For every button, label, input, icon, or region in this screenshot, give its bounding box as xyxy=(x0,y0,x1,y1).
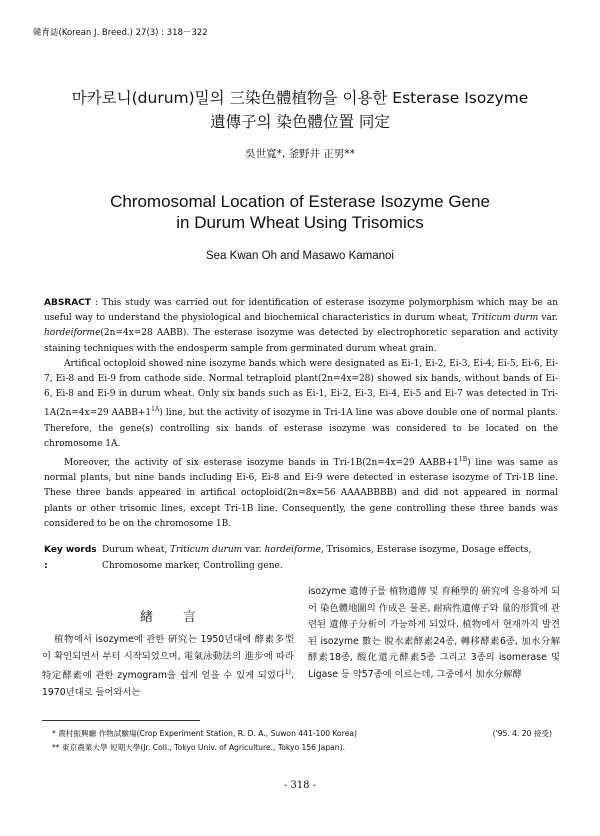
body-text: 植物에서 isozyme에 관한 硏究는 1950년대에 酵素多型이 확인되면서 부터 시작되었으며, 電氣泳動法의 進步에 따라 特定酵素에 관한 zymogram을 쉽게 얻을 수 있게 되었다 xyxy=(42,634,294,682)
abstract-label: ABSRACT xyxy=(44,298,91,308)
english-title-line-2: in Durum Wheat Using Trisomics xyxy=(176,213,424,232)
abstract-text: Artifical octoploid showed nine isozyme bands which were designated as Ei-1, Ei-2, Ei-3, Ei-4, Ei-5, Ei-6, Ei-7, Ei-8 and Ei-9 from cathode side. Normal tetraploid plant(2n=4x=28) showed six bands, without bands of Ei-6, Ei-8 and Ei-9 in durum wheat. Only six bands such as Ei-1, Ei-2, Ei-3, Ei-4, Ei-5 and Ei-7 was detected in Tri-1A(2n=4x=29 AABB+1 xyxy=(44,358,558,419)
superscript: 1A xyxy=(151,406,160,414)
journal-citation: 韓育誌(Korean J. Breed.) 27(3) : 318－322 xyxy=(33,28,208,38)
citation-superscript: 1) xyxy=(284,669,292,676)
abstract-paragraph-2 xyxy=(44,357,558,452)
body-text: . 1970년대로 들어와서는 xyxy=(42,670,294,698)
abstract-paragraph-3 xyxy=(44,452,558,532)
keywords-text xyxy=(102,542,558,574)
body-left-column xyxy=(42,632,294,701)
abstract-text: Moreover, the activity of six esterase isozyme bands in Tri-1B(2n=4x=29 AABB+1 xyxy=(64,458,459,469)
footnote-2: ** 東京農業大學 短期大學(Jr. Coll., Tokyo Univ. of Agriculture., Tokyo 156 Japan). xyxy=(52,743,345,752)
species-name: Triticum durum xyxy=(170,545,243,555)
body-paragraph xyxy=(42,632,294,701)
abstract-text: ) line, but the activity of isozyme in Tri-1A line was above double one of normal plants. Therefore, the gene(s) controlling six bands of esterase isozyme was considered to be located on the chromosome 1A. xyxy=(44,408,558,449)
species-name: Triticum durm xyxy=(471,313,539,324)
keyword-text: Durum wheat, xyxy=(102,545,171,555)
keywords xyxy=(44,542,558,574)
superscript: 1B xyxy=(458,456,468,464)
keywords-label: Key words : xyxy=(44,545,97,571)
variety-name: hordeiforme xyxy=(44,328,101,339)
body-paragraph: isozyme 遺傳子를 植物遺傳 및 育種學的 硏究에 응용하게 되어 染色體地圖의 作成은 물론, 耐病性遺傳子와 量的形質에 관련된 遺傳子分析이 가능하게 되었다. 植物에서 현재까지 발견된 isozyme 數는 脫水素酵素24종, 轉移酵素6종, 加水分解酵素18종, 酸化還元酵素5종 그리고 3종의 isomerase 및 Ligase 등 약57종에 이르는데, 그중에서 加水分解酵 xyxy=(308,586,560,680)
english-authors: Sea Kwan Oh and Masawo Kamanoi xyxy=(206,250,394,262)
footnote-1: * 農村振興廳 作物試驗場(Crop Experiment Station, R. D. A., Suwon 441-100 Korea) xyxy=(52,729,357,738)
variety-name: hordeiforme xyxy=(264,545,321,555)
keyword-text: var. xyxy=(242,545,265,555)
korean-title-line-2: 遺傳子의 染色體位置 同定 xyxy=(210,113,390,131)
korean-title-line-1: 마카로니(durum)밀의 三染色體植物을 이용한 Esterase Isozyme xyxy=(71,89,529,107)
abstract-text: var. xyxy=(538,313,558,324)
korean-authors: 吳世寬*, 釜野井 正男** xyxy=(245,148,355,160)
page-number: - 318 - xyxy=(283,780,317,791)
body-right-column xyxy=(308,584,560,683)
english-title-line-1: Chromosomal Location of Esterase Isozyme Gene xyxy=(110,192,490,211)
abstract-text: ) line was same as normal plants, but nine bands including Ei-6, Ei-8 and Ei-9 were detected in esterase isozyme of Tri-1B line. These three bands appeared in artifical octoploid(2n=8x=56 AAAABBBB) and did not appeared in normal plants or other trisomic lines, except Tri-1B line. Consequently, the gene controlling these three bands was considered to be on the chromosome 1B. xyxy=(44,458,559,529)
footnote-divider xyxy=(42,720,200,721)
received-date: ('95. 4. 20 接受) xyxy=(492,729,552,738)
abstract-text: : This study was carried out for identification of esterase isozyme polymorphism which may be an useful way to understand the physiological and biochemical characteristics in durum wheat, xyxy=(44,298,558,324)
abstract-paragraph-1 xyxy=(44,296,558,357)
abstract xyxy=(44,296,558,532)
keyword-text: , Trisomics, Esterase isozyme, Dosage effects, Chromosome marker, Controlling gene. xyxy=(102,545,532,571)
abstract-text: (2n=4x=28 AABB). The esterase isozyme was detected by electrophoretic separation and activity staining techniques with the endosperm sample from germinated durum wheat grain. xyxy=(44,328,558,354)
section-title: 緖言 xyxy=(139,610,226,625)
